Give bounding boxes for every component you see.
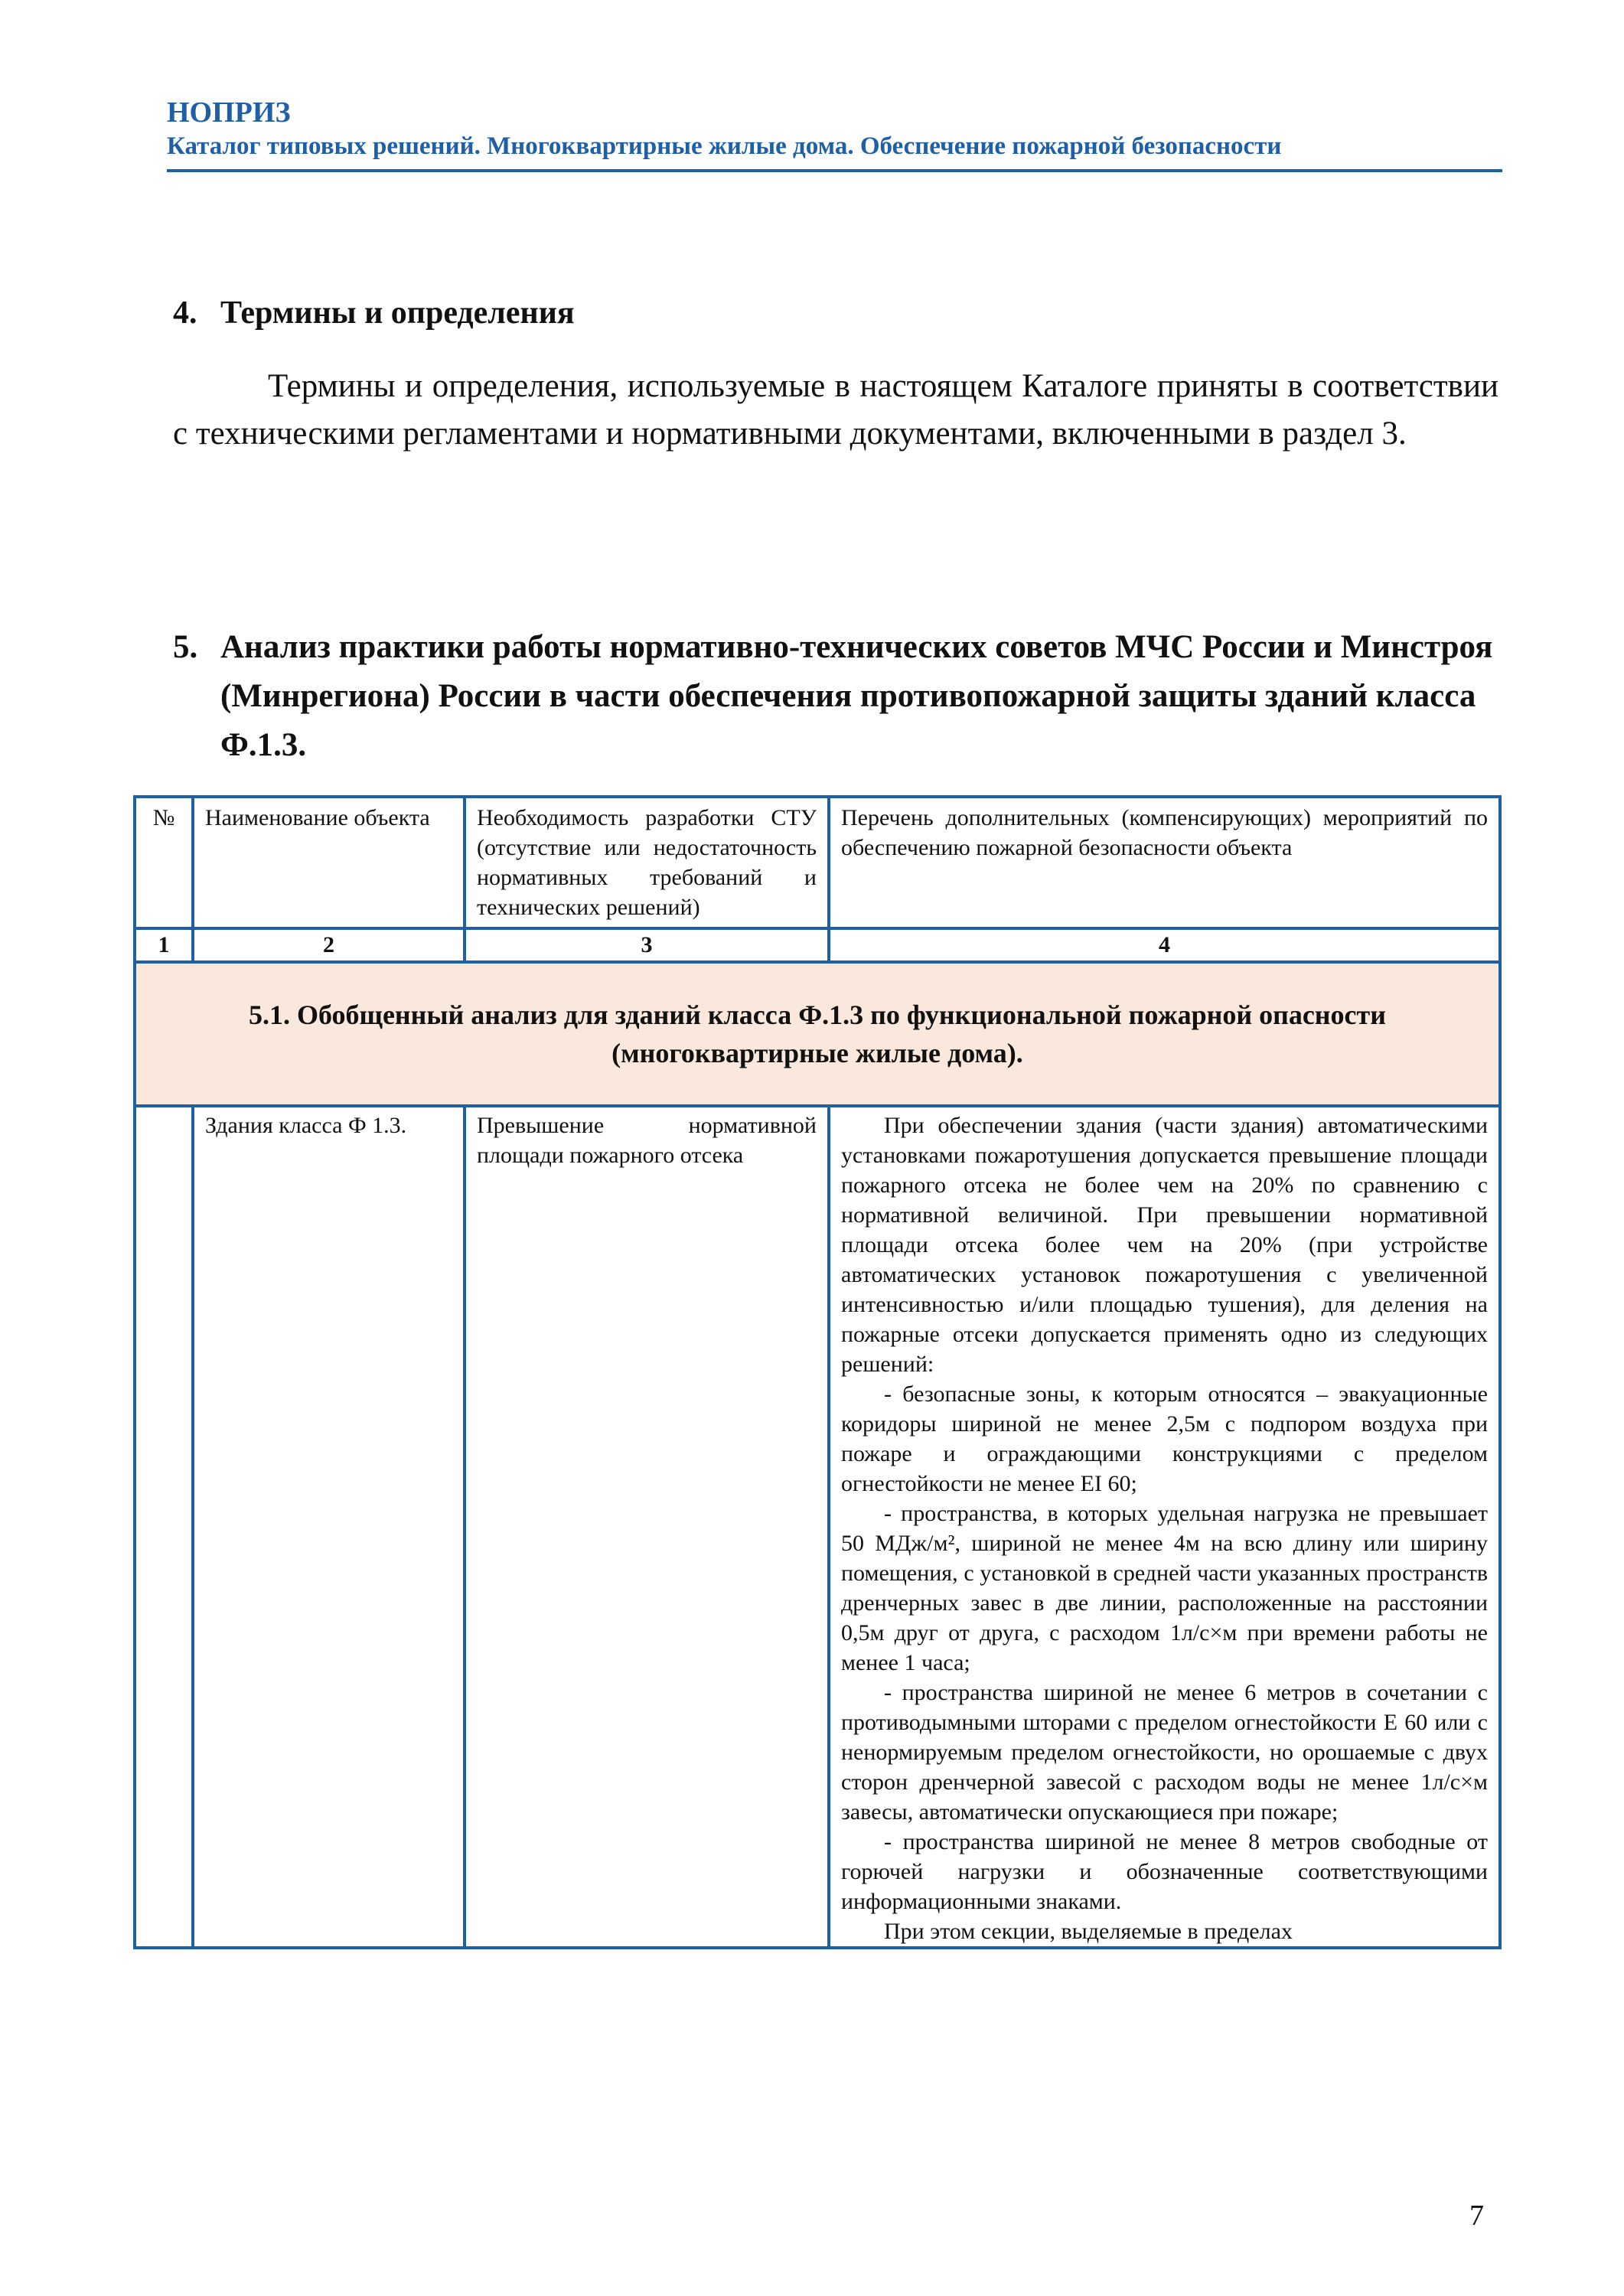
subsection-row xyxy=(135,962,1500,1106)
column-number-3: 3 xyxy=(465,928,829,962)
measures-table xyxy=(133,795,1502,1949)
section-5-title: Анализ практики работы нормативно-технических советов МЧС России и Минстроя (Минрегиона) России в части обеспечения противопожарной защиты зданий класса Ф.1.3. xyxy=(220,629,1493,763)
section-4 xyxy=(173,292,1498,458)
measures-item-1: - безопасные зоны, к которым относятся – эвакуационные коридоры шириной не менее 2,5м с подпором воздуха при пожаре и ограждающими конструкциями с пределом огнестойкости не менее EI 60; xyxy=(841,1381,1488,1496)
section-4-title: Термины и определения xyxy=(220,295,575,331)
row-object: Здания класса Ф 1.3. xyxy=(193,1106,465,1948)
header-rule xyxy=(167,169,1502,172)
measures-item-2: - пространства, в которых удельная нагрузка не превышает 50 МДж/м², шириной не менее 4м на всю длину или ширину помещения, с установкой в средней части указанных пространств дренчерных завес в две линии, расположенные на расстоянии 0,5м друг от друга, с расходом 1л/с×м при времени работы не менее 1 часа; xyxy=(841,1501,1488,1675)
header-cell-measures: Перечень дополнительных (компенсирующих) мероприятий по обеспечению пожарной безопасности объекта xyxy=(829,797,1500,928)
header-cell-object: Наименование объекта xyxy=(193,797,465,928)
measures-item-3: - пространства шириной не менее 6 метров в сочетании с противодымными шторами с пределом огнестойкости Е 60 или с ненормируемым пределом огнестойкости, но орошаемые с двух сторон дренчерной завесой с расходом воды не менее 1л/с×м завесы, автоматически опускающиеся при пожаре; xyxy=(841,1680,1488,1825)
section-4-number: 4. xyxy=(173,295,197,331)
measures-intro: При обеспечении здания (части здания) автоматическими установками пожаротушения допускается превышение площади пожарного отсека не более чем на 20% по сравнению с нормативной величиной. При превышении нормативной площади отсека более чем на 20% (при устройстве автоматических установок пожаротушения с увеличенной интенсивностью и/или площадью тушения), для деления на пожарные отсеки допускается применять одно из следующих решений: xyxy=(841,1113,1488,1377)
column-number-2: 2 xyxy=(193,928,465,962)
column-number-1: 1 xyxy=(135,928,193,962)
measures-continuation: При этом секции, выделяемые в пределах xyxy=(884,1919,1293,1944)
header-subtitle: Каталог типовых решений. Многоквартирные жилые дома. Обеспечение пожарной безопасности xyxy=(167,132,1282,160)
subsection-title: 5.1. Обобщенный анализ для зданий класса Ф.1.3 по функциональной пожарной опасности (многоквартирные жилые дома). xyxy=(135,962,1500,1106)
header-cell-need: Необходимость разработки СТУ (отсутствие или недостаточность нормативных требований и технических решений) xyxy=(465,797,829,928)
header-org: НОПРИЗ xyxy=(167,96,291,129)
page-header xyxy=(167,95,1498,162)
header-cell-number: № xyxy=(135,797,193,928)
row-need: Превышение нормативной площади пожарного отсека xyxy=(465,1106,829,1948)
row-number xyxy=(135,1106,193,1948)
section-5 xyxy=(173,623,1498,770)
row-measures xyxy=(829,1106,1500,1948)
section-5-heading xyxy=(173,623,1498,770)
section-5-number: 5. xyxy=(173,629,198,665)
section-4-heading xyxy=(173,292,1498,334)
column-number-4: 4 xyxy=(829,928,1500,962)
table-header-row xyxy=(135,797,1500,928)
column-number-row xyxy=(135,928,1500,962)
page-number: 7 xyxy=(1469,2200,1484,2232)
table-row xyxy=(135,1106,1500,1948)
section-4-paragraph: Термины и определения, используемые в настоящем Каталоге приняты в соответствии с техническими регламентами и нормативными документами, включенными в раздел 3. xyxy=(173,368,1498,452)
measures-item-4: - пространства шириной не менее 8 метров свободные от горючей нагрузки и обозначенные соответствующими информационными знаками. xyxy=(841,1829,1488,1914)
